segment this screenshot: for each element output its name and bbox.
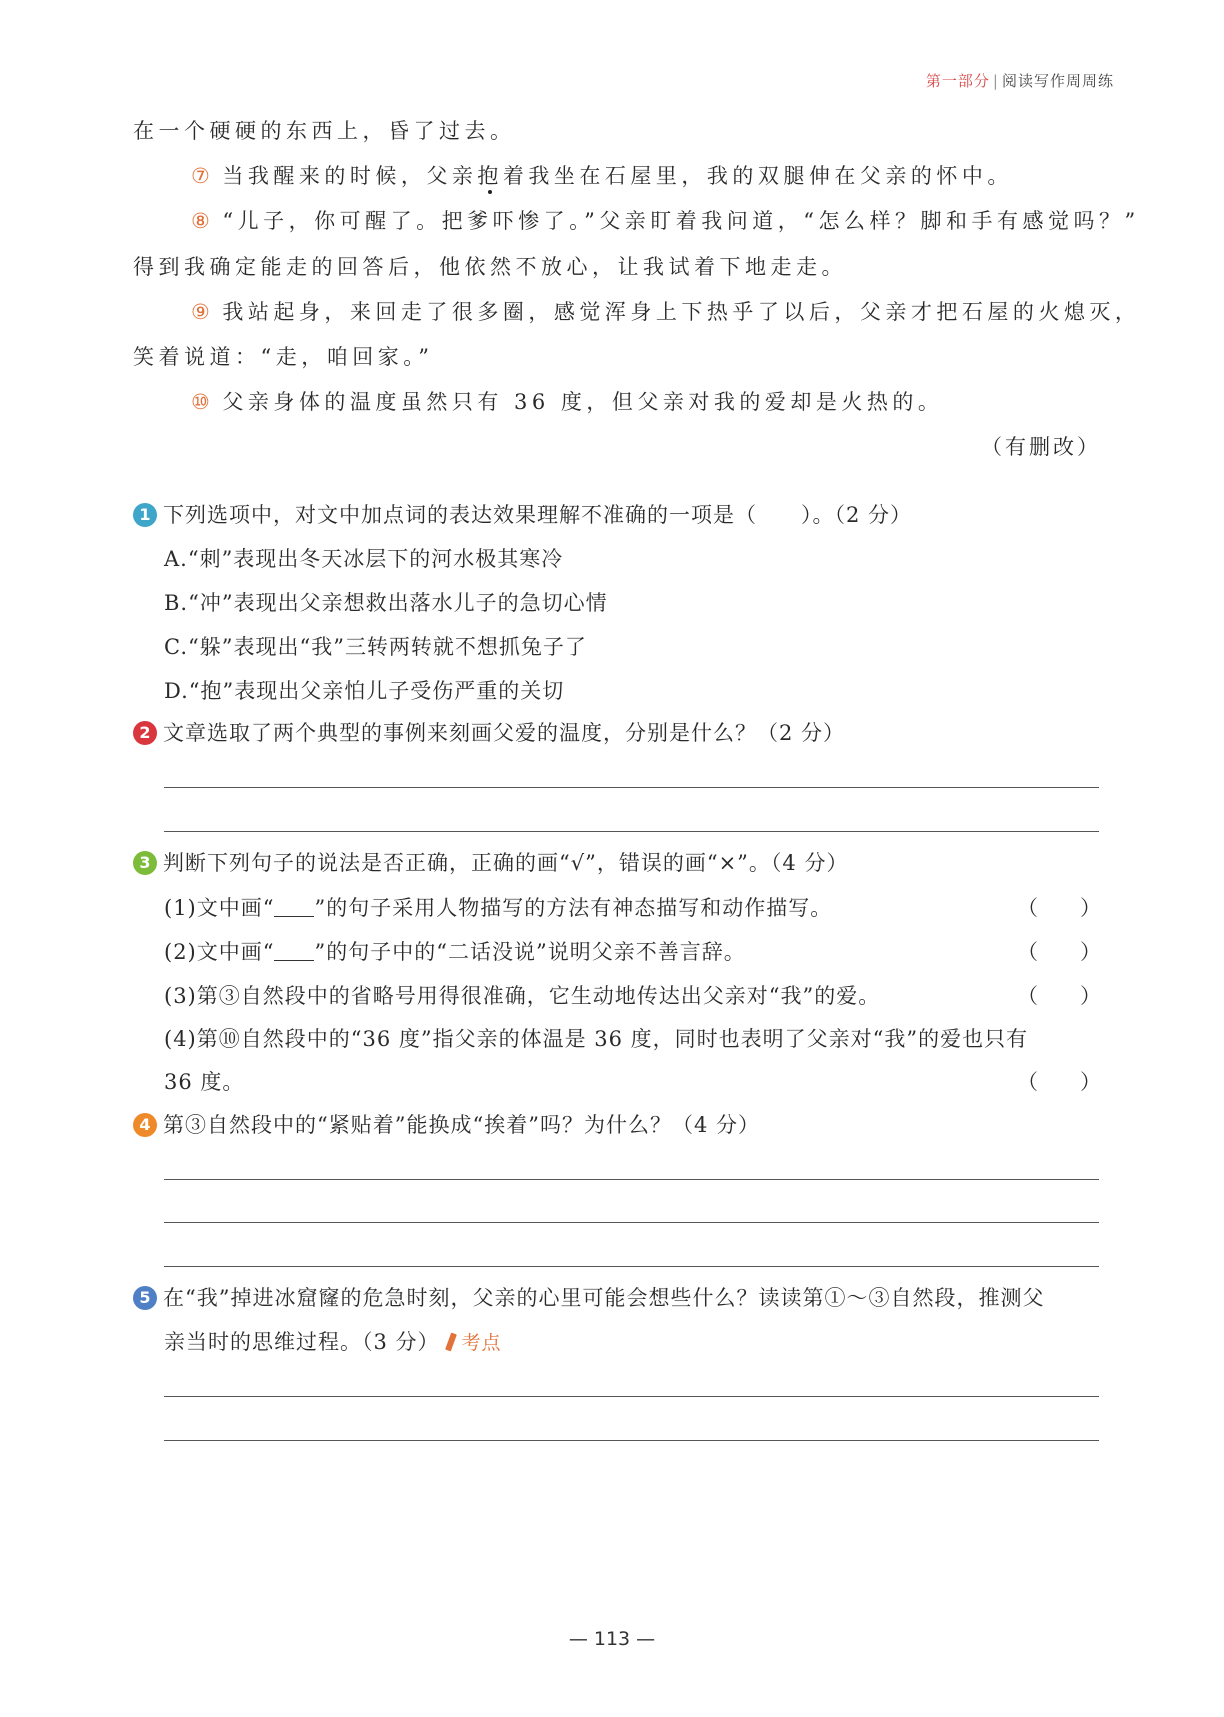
header-title: 阅读写作周周练 — [1001, 72, 1114, 90]
answer-line[interactable] — [164, 1179, 1099, 1180]
option-a: A.“刺”表现出冬天冰层下的河水极其寒冷 — [164, 547, 564, 571]
paragraph-9 — [133, 297, 1140, 327]
question-4 — [133, 1110, 1103, 1140]
option-b: B.“冲”表现出父亲想救出落水儿子的急切心情 — [164, 591, 608, 615]
judge-item-1 — [164, 893, 832, 923]
source-note: （有删改） — [981, 435, 1101, 459]
question-text: 文章选取了两个典型的事例来刻画父爱的温度，分别是什么？（2 分） — [163, 721, 846, 745]
paragraph-number: ⑦ — [191, 164, 215, 188]
story-line: 笑着说道：“走，咱回家。” — [133, 345, 434, 369]
underline-mark — [274, 898, 314, 917]
question-2 — [133, 718, 1103, 748]
story-text-segment: 我站起身，来回走了很多圈，感觉浑身上下热乎了以后，父亲才把石屋的火熄灭， — [222, 300, 1141, 324]
question-5-continued — [164, 1327, 502, 1358]
judge-text: ”的句子中的“二话没说”说明父亲不善言辞。 — [314, 940, 746, 964]
question-text: 第③自然段中的“紧贴着”能换成“挨着”吗？为什么？（4 分） — [163, 1113, 760, 1137]
story-text-segment: 父亲身体的温度虽然只有 36 度，但父亲对我的爱却是火热的。 — [222, 390, 944, 414]
page-number: — 113 — — [568, 1628, 656, 1650]
judge-item-3: (3)第③自然段中的省略号用得很准确，它生动地传达出父亲对“我”的爱。 — [164, 984, 881, 1008]
answer-line[interactable] — [164, 1266, 1099, 1267]
judge-text: (2)文中画“ — [164, 940, 275, 964]
answer-line[interactable] — [164, 1440, 1099, 1441]
paragraph-number: ⑩ — [191, 390, 215, 414]
option-c: C.“躲”表现出“我”三转两转就不想抓兔子了 — [164, 635, 587, 659]
question-number-badge: 3 — [133, 851, 157, 875]
judge-item-2 — [164, 937, 746, 967]
dotted-word: 抱 — [477, 164, 503, 188]
answer-parentheses[interactable]: （ ） — [1017, 940, 1101, 964]
story-text-segment: “儿子，你可醒了。把爹吓惨了。”父亲盯着我问道，“怎么样？脚和手有感觉吗？” — [222, 209, 1140, 233]
page-header — [926, 70, 1114, 91]
question-number-badge: 5 — [133, 1286, 157, 1310]
judge-text: (1)文中画“ — [164, 896, 275, 920]
judge-item-4: (4)第⑩自然段中的“36 度”指父亲的体温是 36 度，同时也表明了父亲对“我”的爱也只有 — [164, 1027, 1029, 1051]
story-text-segment: 着我坐在石屋里，我的双腿伸在父亲的怀中。 — [502, 164, 1013, 188]
key-point-tag: 考点 — [461, 1332, 502, 1354]
answer-line[interactable] — [164, 1222, 1099, 1223]
answer-line[interactable] — [164, 1396, 1099, 1397]
header-separator: | — [992, 72, 999, 90]
option-d: D.“抱”表现出父亲怕儿子受伤严重的关切 — [164, 679, 565, 703]
story-line: 在一个硬硬的东西上，昏了过去。 — [133, 119, 516, 143]
story-text-segment: 当我醒来的时候，父亲 — [222, 164, 478, 188]
paragraph-number: ⑧ — [191, 209, 215, 233]
judge-text: ”的句子采用人物描写的方法有神态描写和动作描写。 — [314, 896, 833, 920]
paragraph-7 — [133, 161, 1013, 191]
answer-parentheses[interactable]: （ ） — [1017, 896, 1101, 920]
paragraph-10 — [133, 387, 943, 417]
answer-parentheses[interactable]: （ ） — [1017, 1070, 1101, 1094]
question-text: 亲当时的思维过程。（3 分） — [164, 1330, 440, 1354]
question-1 — [133, 500, 1103, 530]
pencil-icon — [445, 1333, 457, 1352]
question-3 — [133, 848, 1103, 878]
question-number-badge: 2 — [133, 721, 157, 745]
question-text: 判断下列句子的说法是否正确，正确的画“√”，错误的画“×”。（4 分） — [163, 851, 849, 875]
question-5 — [133, 1283, 1103, 1313]
underline-mark — [274, 942, 314, 961]
question-text: 在“我”掉进冰窟窿的危急时刻，父亲的心里可能会想些什么？读读第①～③自然段，推测父 — [163, 1286, 1045, 1310]
paragraph-8 — [133, 206, 1140, 236]
judge-item-4-continued: 36 度。 — [164, 1070, 245, 1094]
answer-line[interactable] — [164, 787, 1099, 788]
story-line: 得到我确定能走的回答后，他依然不放心，让我试着下地走走。 — [133, 255, 847, 279]
header-part: 第一部分 — [925, 72, 990, 90]
question-number-badge: 1 — [133, 503, 157, 527]
answer-parentheses[interactable]: （ ） — [1017, 984, 1101, 1008]
paragraph-number: ⑨ — [191, 300, 215, 324]
question-number-badge: 4 — [133, 1113, 157, 1137]
question-text: 下列选项中，对文中加点词的表达效果理解不准确的一项是（ ）。（2 分） — [163, 503, 913, 527]
answer-line[interactable] — [164, 831, 1099, 832]
